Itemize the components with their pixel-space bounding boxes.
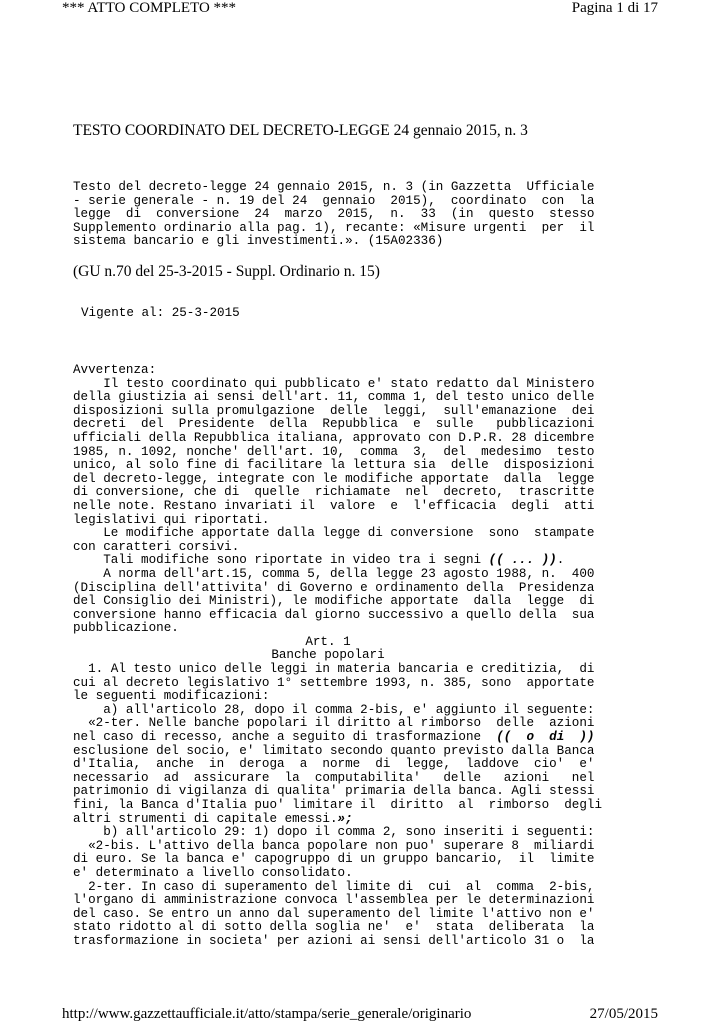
avvertenza-line: ufficiali della Repubblica italiana, approvato con D.P.R. 28 dicembre xyxy=(73,430,595,445)
article-number: Art. 1 xyxy=(305,634,351,649)
avvertenza-line: legislativi qui riportati. xyxy=(73,512,270,527)
avvertenza-line: della giustizia ai sensi dell'art. 11, comma 1, del testo unico delle xyxy=(73,390,595,405)
avvertenza-line: Il testo coordinato qui pubblicato e' stato redatto dal Ministero xyxy=(73,376,595,391)
avvertenza-line: con caratteri corsivi. xyxy=(73,539,240,554)
norma-line: A norma dell'art.15, comma 5, della legge 23 agosto 1988, n. 400 xyxy=(73,566,595,581)
document-title: TESTO COORDINATO DEL DECRETO-LEGGE 24 gennaio 2015, n. 3 xyxy=(73,122,528,139)
intro-line: Testo del decreto-legge 24 gennaio 2015, n. 3 (in Gazzetta Ufficiale xyxy=(73,180,595,194)
norma-line: del Consiglio dei Ministri), le modifiche apportate dalla legge di xyxy=(73,594,595,609)
article-line: del caso. Se entro un anno dal superamento del limite l'attivo non e' xyxy=(73,906,595,921)
intro-line: legge di conversione 24 marzo 2015, n. 33 (in questo stesso xyxy=(73,207,595,222)
article-line: «2-ter. Nelle banche popolari il diritto al rimborso delle azioni xyxy=(73,716,595,731)
emessi-line xyxy=(73,813,583,827)
avvertenza-line: 1985, n. 1092, nonche' dell'art. 10, comma 3, del medesimo testo xyxy=(73,444,595,459)
article-line: fini, la Banca d'Italia puo' limitare il diritto al rimborso degli xyxy=(73,798,603,812)
modification-marks: (( o di )) xyxy=(496,730,595,745)
avvertenza-line: del decreto-legge, integrate con le modifiche apportate dalla legge xyxy=(73,471,595,486)
intro-line: sistema bancario e gli investimenti.». (15A02336) xyxy=(73,234,444,249)
intro-line: Supplemento ordinario alla pag. 1), recante: «Misure urgenti per il xyxy=(73,220,595,235)
article-line: b) all'articolo 29: 1) dopo il comma 2, sono inseriti i seguenti: xyxy=(73,825,595,840)
article-line: patrimonio di vigilanza di qualita' primaria della banca. Agli stessi xyxy=(73,784,595,799)
page-indicator: Pagina 1 di 17 xyxy=(571,0,658,16)
gu-reference: (GU n.70 del 25-3-2015 - Suppl. Ordinario n. 15) xyxy=(73,263,380,280)
article-line: a) all'articolo 28, dopo il comma 2-bis, e' aggiunto il seguente: xyxy=(73,702,595,717)
article-line: trasformazione in societa' per azioni ai sensi dell'articolo 31 o la xyxy=(73,933,595,948)
vigente-date: Vigente al: 25-3-2015 xyxy=(81,306,240,320)
avvertenza-heading: Avvertenza: xyxy=(73,363,157,377)
article-line: d'Italia, anche in deroga a norme di legge, laddove cio' e' xyxy=(73,757,595,772)
article-line: stato ridotto al di sotto della soglia ne' e' stata deliberata la xyxy=(73,920,595,935)
body-text xyxy=(73,363,603,949)
footer-url: http://www.gazzettaufficiale.it/atto/stampa/serie_generale/originario xyxy=(62,1006,472,1022)
article-line: 2-ter. In caso di superamento del limite di cui al comma 2-bis, xyxy=(73,879,595,894)
header-left: *** ATTO COMPLETO *** xyxy=(62,0,237,16)
avvertenza-line: di conversione, che di quelle richiamate nel decreto, trascritte xyxy=(73,485,595,500)
intro-line: - serie generale - n. 19 del 24 gennaio 2015), coordinato con la xyxy=(73,193,595,208)
avvertenza-line: nelle note. Restano invariati il valore e l'efficacia degli atti xyxy=(73,498,595,513)
tali-prefix: Tali modifiche sono riportate in video tra i segni xyxy=(73,553,489,568)
article-heading: Banche popolari xyxy=(271,648,385,663)
emessi-prefix: altri strumenti di capitale emessi. xyxy=(73,811,338,826)
modification-marks: (( ... )) xyxy=(488,553,557,568)
intro-block xyxy=(73,180,595,249)
modification-marks: »; xyxy=(337,811,353,826)
avvertenza-line: unico, al solo fine di facilitare la lettura sia delle disposizioni xyxy=(73,458,595,473)
avvertenza-line: Le modifiche apportate dalla legge di conversione sono stampate xyxy=(73,526,595,541)
norma-line: (Disciplina dell'attivita' di Governo e ordinamento della Presidenza xyxy=(73,580,595,595)
footer-date: 27/05/2015 xyxy=(589,1006,658,1022)
norma-line: conversione hanno efficacia dal giorno successivo a quello della sua xyxy=(73,607,595,622)
article-line: di euro. Se la banca e' capogruppo di un gruppo bancario, il limite xyxy=(73,852,595,867)
article-line: «2-bis. L'attivo della banca popolare non puo' superare 8 miliardi xyxy=(73,838,595,853)
norma-line: pubblicazione. xyxy=(73,621,179,636)
avvertenza-line: disposizioni sulla promulgazione delle leggi, sull'emanazione dei xyxy=(73,403,595,418)
article-line: l'organo di amministrazione convoca l'assemblea per le determinazioni xyxy=(73,893,595,908)
article-line: esclusione del socio, e' limitato secondo quanto previsto dalla Banca xyxy=(73,743,595,758)
article-line: necessario ad assicurare la computabilita' delle azioni nel xyxy=(73,770,595,785)
avvertenza-line: decreti del Presidente della Repubblica e sulle pubblicazioni xyxy=(73,417,595,432)
tali-line xyxy=(73,554,583,568)
recesso-line xyxy=(73,730,595,745)
article-line: cui al decreto legislativo 1° settembre 1993, n. 385, sono apportate xyxy=(73,675,595,690)
article-line: le seguenti modificazioni: xyxy=(73,689,270,704)
tali-suffix: . xyxy=(556,553,565,568)
article-line: e' determinato a livello consolidato. xyxy=(73,865,353,880)
article-line: 1. Al testo unico delle leggi in materia bancaria e creditizia, di xyxy=(73,662,595,677)
recesso-prefix: nel caso di recesso, anche a seguito di trasformazione xyxy=(73,730,497,745)
